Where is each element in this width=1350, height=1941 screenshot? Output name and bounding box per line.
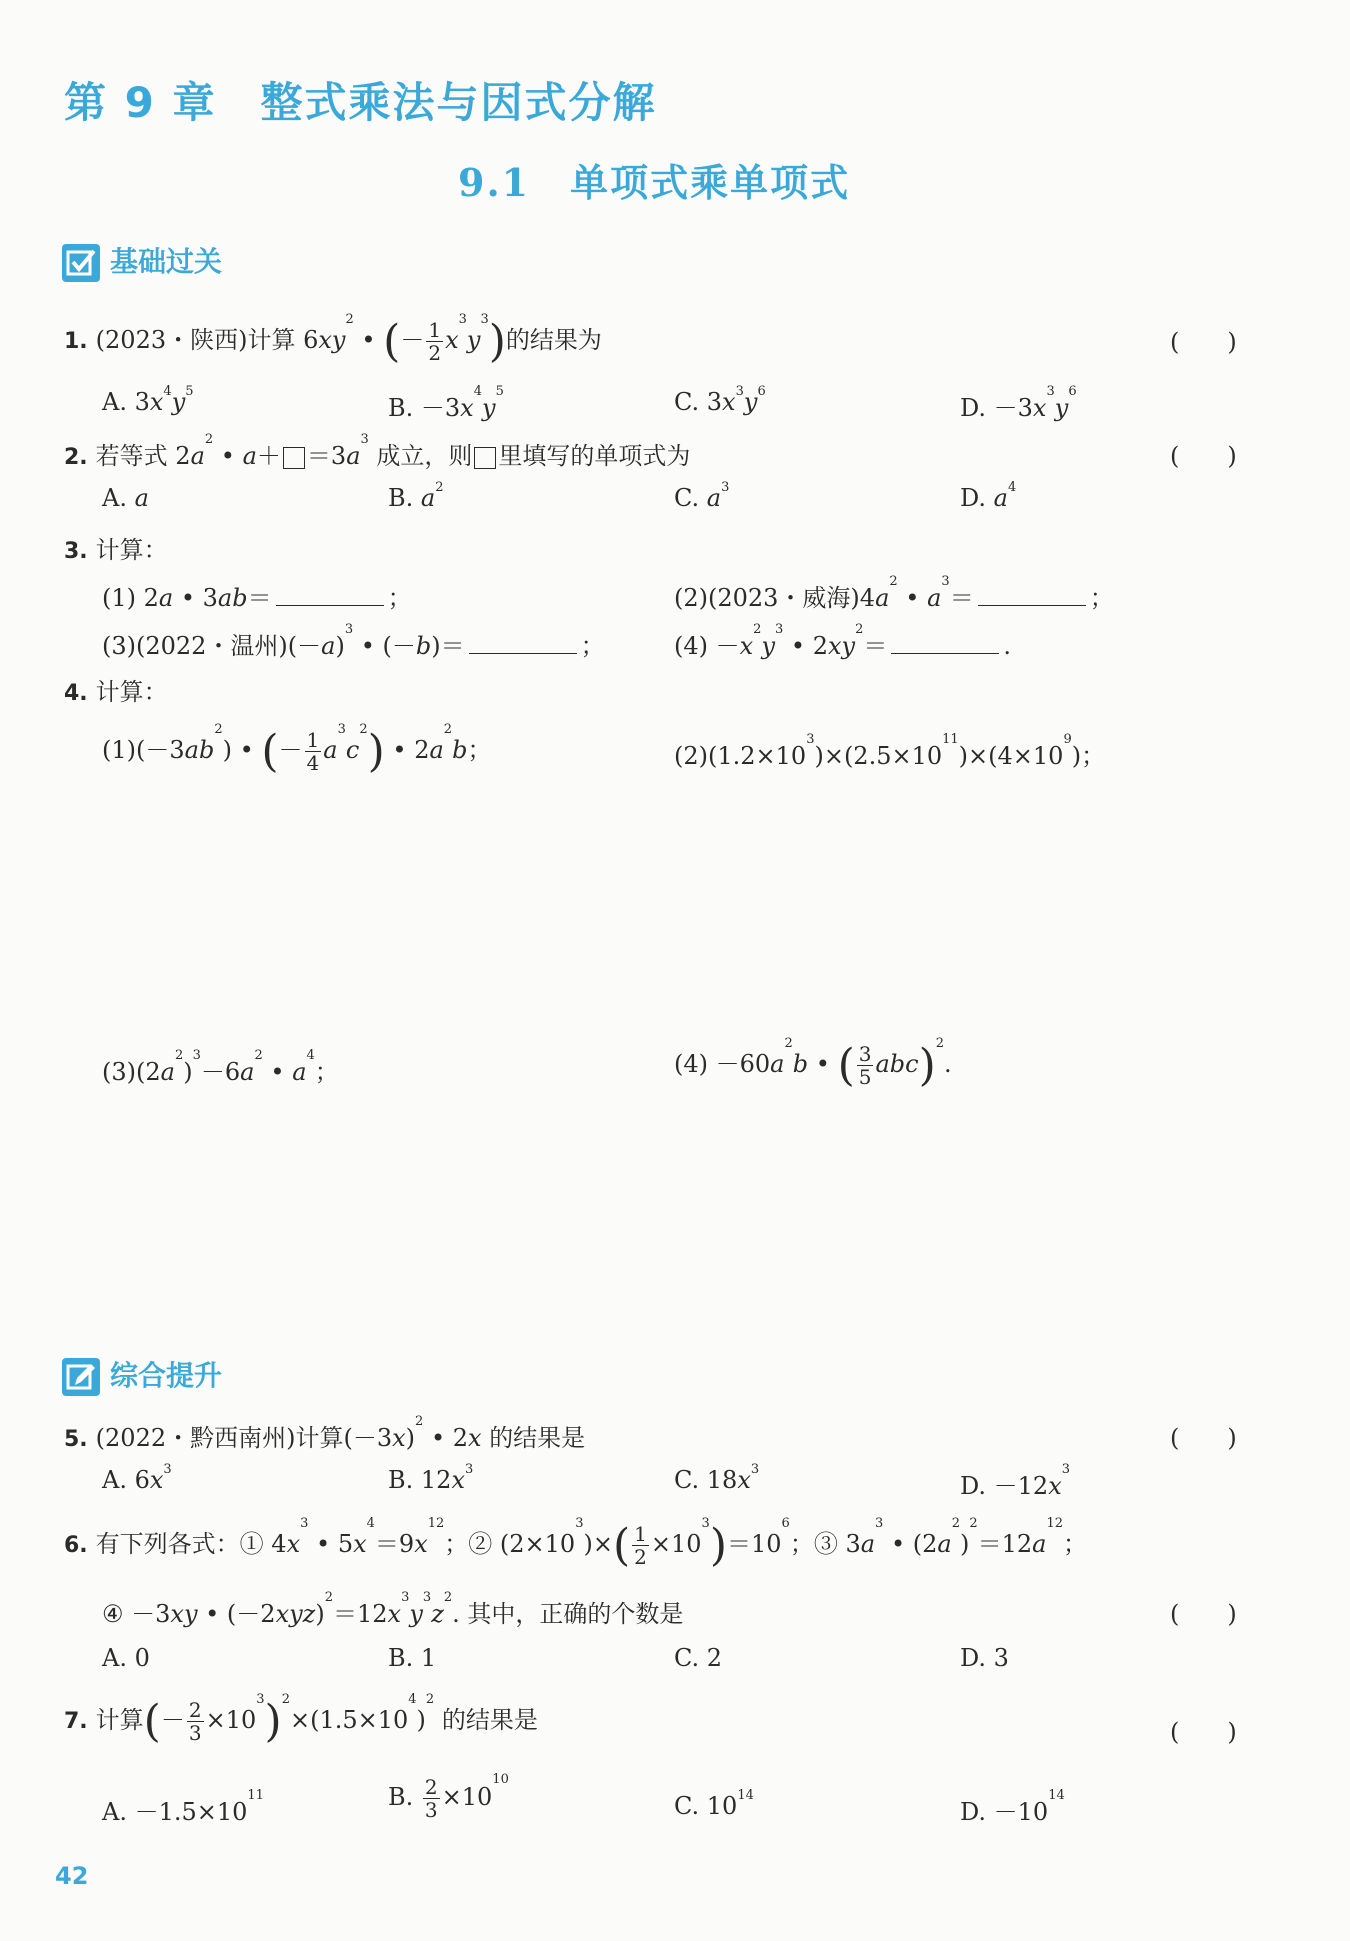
section-heading-label: 基础过关 [110,245,223,278]
question-6-line2: ④ －3xy • $(-2xyz)^2=12x^3y^3z^2$. 其中，正确的个数是 [102,1590,684,1628]
question-text: 的结果是 [489,1424,586,1452]
fraction: $\frac{1}{2}$ [428,318,442,365]
fraction: $\frac{2}{3}$ [424,1775,438,1822]
fraction: $\frac{1}{2}$ [634,1522,647,1569]
option-b: B. $\frac{2}{3}$ $\times 10^{10}$ [388,1772,509,1822]
q4-part-4: $(4) -60a^2b$ • ( $\frac{3}{5}$ abc)$^2$. [674,1036,952,1091]
question-4 [64,672,168,707]
q4-part-3: $(3)(2a^2)^3-6a^2$ • $a^4$； [102,1048,339,1086]
question-3 [64,530,168,565]
option-c: C. $3x^3y^6$ [674,384,766,416]
question-text: 计算： [95,678,168,706]
q3-part-2: (2)(2023・威海)$4a^2$ • $a^3=$ ； [674,574,1114,612]
question-number: 6. [64,1533,88,1558]
section-heading-basic [62,240,222,282]
question-number: 3. [64,539,88,564]
question-1: 1. (2023・陕西)计算 $6xy^2$ • (－ $\frac{1}{2}$ $x^3y^3$)的结果为 [64,312,602,367]
pencil-icon [62,1358,100,1396]
question-text: 里填写的单项式为 [498,442,691,470]
answer-blank[interactable] [978,585,1086,606]
option-b: B. $a^2$ [388,480,444,512]
answer-blank[interactable] [276,585,384,606]
question-5: 5. (2022・黔西南州)计算$(-3x)^2$ • 2x 的结果是 [64,1414,586,1452]
q3-part-3: (3)(2022・温州)$(-a)^3$ • (－b)＝ ； [102,622,605,660]
question-text: 计算： [95,536,168,564]
question-number: 5. [64,1427,88,1452]
option-d: D. 3 [960,1644,1009,1672]
option-d: D. $-12x^3$ [960,1462,1071,1500]
question-7: 7. 计算(－ $\frac{2}{3}$ $\times 10^3)^2\times(1.5\times 10^4)^2$ 的结果是 [64,1692,538,1747]
chapter-title: 第 9 章 整式乘法与因式分解 [64,78,657,127]
answer-paren: ( ) [1170,1424,1237,1452]
question-text: 的结果是 [441,1706,538,1734]
option-b: B. 1 [388,1644,437,1672]
option-a: A. $6x^3$ [102,1462,172,1494]
option-a: A. a [102,484,149,512]
checkbox-icon [62,244,100,282]
q4-part-2: $(2)(1.2\times 10^3)\times(2.5\times 10^{11})\times(4\times 10^9)$； [674,732,1106,770]
answer-blank[interactable] [469,633,577,654]
option-a: A. $3x^4y^5$ [102,384,194,416]
answer-paren: ( ) [1170,442,1237,470]
option-d: D. $-3x^3y^6$ [960,384,1077,422]
fraction: $\frac{3}{5}$ [858,1042,872,1089]
fraction: $\frac{2}{3}$ [188,1698,202,1745]
section-heading-label: 综合提升 [110,1359,223,1392]
option-c: C. $10^{14}$ [674,1788,754,1820]
option-a: A. $-1.5\times 10^{11}$ [102,1788,264,1826]
option-d: D. $a^4$ [960,480,1017,512]
option-c: C. 2 [674,1644,723,1672]
question-number: 4. [64,681,88,706]
section-heading-advanced [62,1354,222,1396]
question-number: 7. [64,1709,88,1734]
answer-blank[interactable] [891,633,999,654]
section-title: 9.1 单项式乘单项式 [458,160,851,205]
question-2: 2. 若等式 $2a^2$ • $a+ =3a^3$ 成立，则 里填写的单项式为 [64,432,691,470]
blank-box [474,447,496,469]
q4-part-1: $(1)(-3ab^2)$ • (－ $\frac{1}{4}$ $a^3c^2$) • $2a^2b$； [102,722,492,777]
question-text: 的结果为 [505,326,602,354]
q3-part-1: (1) 2a • 3ab＝ ； [102,584,412,612]
question-number: 1. [64,329,88,354]
answer-paren: ( ) [1170,328,1237,356]
option-d: D. $-10^{14}$ [960,1788,1065,1826]
question-text: 若等式 2 [95,442,191,470]
question-text: 有下列各式：① 4 [95,1530,287,1558]
answer-paren: ( ) [1170,1718,1237,1746]
option-a: A. 0 [102,1644,150,1672]
fraction: $\frac{1}{4}$ [306,728,320,775]
page-number: 42 [55,1862,89,1890]
option-b: B. $12x^3$ [388,1462,474,1494]
question-text: 计算 [95,1706,144,1734]
question-text: (2022・黔西南州)计算(－3 [95,1424,393,1452]
option-c: C. $a^3$ [674,480,730,512]
blank-box [283,447,305,469]
question-6: 6. 有下列各式：① $4x^3$ • $5x^4=9x^{12}$；② $(2\times 10^3)\times$( $\frac{1}{2}$ $\times 10^3)=10^6$；③ $3a^3$ • $(2a^2)^2=12a^{12}$； [64,1516,1088,1571]
option-c: C. $18x^3$ [674,1462,760,1494]
question-number: 2. [64,445,88,470]
option-b: B. $-3x^4y^5$ [388,384,504,422]
question-text: (2023・陕西)计算 6 [95,326,319,354]
q3-part-4: $(4) -x^2y^3$ • $2xy^2=$ . [674,622,1011,660]
answer-paren: ( ) [1170,1600,1237,1628]
